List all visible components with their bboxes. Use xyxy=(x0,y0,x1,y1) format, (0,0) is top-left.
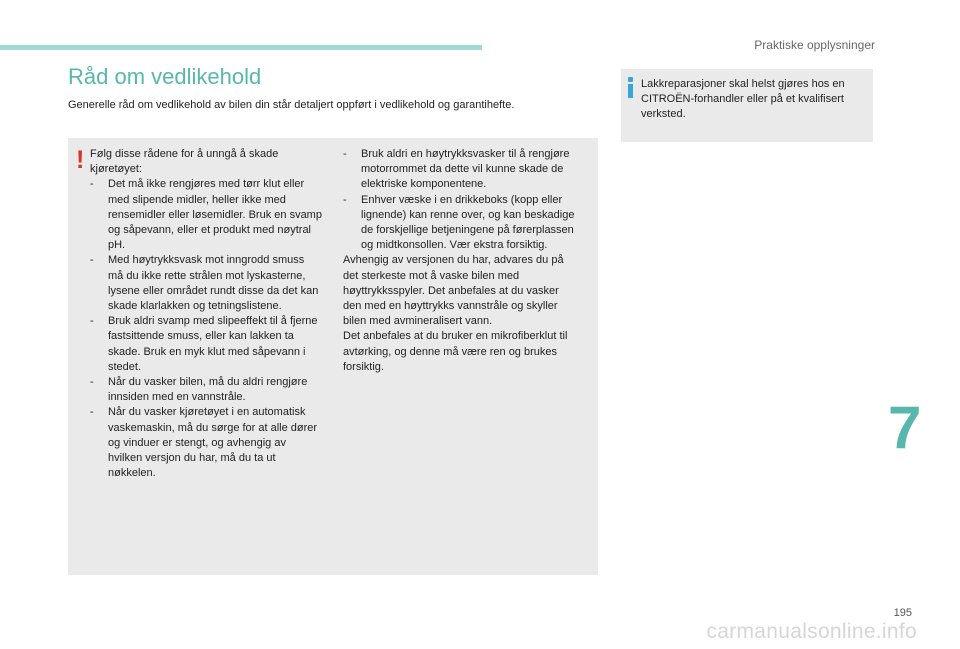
intro-text: Generelle råd om vedlikehold av bilen din står detaljert oppført i vedlikehold og garantihefte. xyxy=(68,99,515,111)
warning-list-left xyxy=(90,177,322,481)
warning-box xyxy=(68,138,598,575)
page-title: Råd om vedlikehold xyxy=(68,64,262,89)
info-box xyxy=(621,69,873,142)
list-item: - Bruk aldri en høytrykksvasker til å rengjøre motorrommet da dette vil kunne skade de elektriske komponentene. xyxy=(343,147,575,193)
header-accent-bar xyxy=(0,45,482,50)
chapter-number: 7 xyxy=(888,394,922,461)
warning-paragraph: Avhengig av versjonen du har, advares du på det sterkeste mot å vaske bilen med høyttrykksspyler. Det anbefales at du vasker den med en høyttrykks vannstråle og skyller bilen med avmineralisert vann. xyxy=(343,254,564,328)
info-icon xyxy=(627,77,635,99)
list-item: - Enhver væske i en drikkeboks (kopp eller lignende) kan renne over, og kan beskadige de forskjellige betjeningene på førerplassen og midtkonsollen. Vær ekstra forsiktig. xyxy=(343,193,575,254)
warning-paragraph: Det anbefales at du bruker en mikrofiberklut til avtørking, og denne må være ren og brukes forsiktig. xyxy=(343,330,568,373)
page-number: 195 xyxy=(893,607,912,619)
list-item: - Det må ikke rengjøres med tørr klut eller med slipende midler, heller ikke med rensemidler eller løsemidler. Bruk en svamp og såpevann, eller et produkt med nøytral pH. xyxy=(90,177,322,253)
info-text: Lakkreparasjoner skal helst gjøres hos en CITROËN-forhandler eller på et kvalifisert verksted. xyxy=(641,78,845,121)
list-item: - Når du vasker bilen, må du aldri rengjøre innsiden med en vannstråle. xyxy=(90,375,322,405)
warning-intro: Følg disse rådene for å unngå å skade kjøretøyet: xyxy=(90,148,279,176)
warning-list-right xyxy=(343,147,575,253)
list-item: - Når du vasker kjøretøyet i en automatisk vaskemaskin, må du sørge for at alle dører og vinduer er stengt, og avhengig av hvilken versjon du har, må du ta ut nøkkelen. xyxy=(90,405,322,481)
list-item: - Med høytrykksvask mot inngrodd smuss må du ikke rette strålen mot lyskasterne, lysene eller området rundt disse da det kan skade klarlakken og tetningslistene. xyxy=(90,253,322,314)
watermark: carmanualsonline.info xyxy=(706,620,917,643)
section-header: Praktiske opplysninger xyxy=(754,38,875,52)
warning-column-left xyxy=(90,147,322,481)
warning-icon: ! xyxy=(76,146,85,174)
list-item: - Bruk aldri svamp med slipeeffekt til å fjerne fastsittende smuss, eller kan lakken ta skade. Bruk en myk klut med såpevann i stedet. xyxy=(90,314,322,375)
warning-column-right xyxy=(343,147,575,375)
